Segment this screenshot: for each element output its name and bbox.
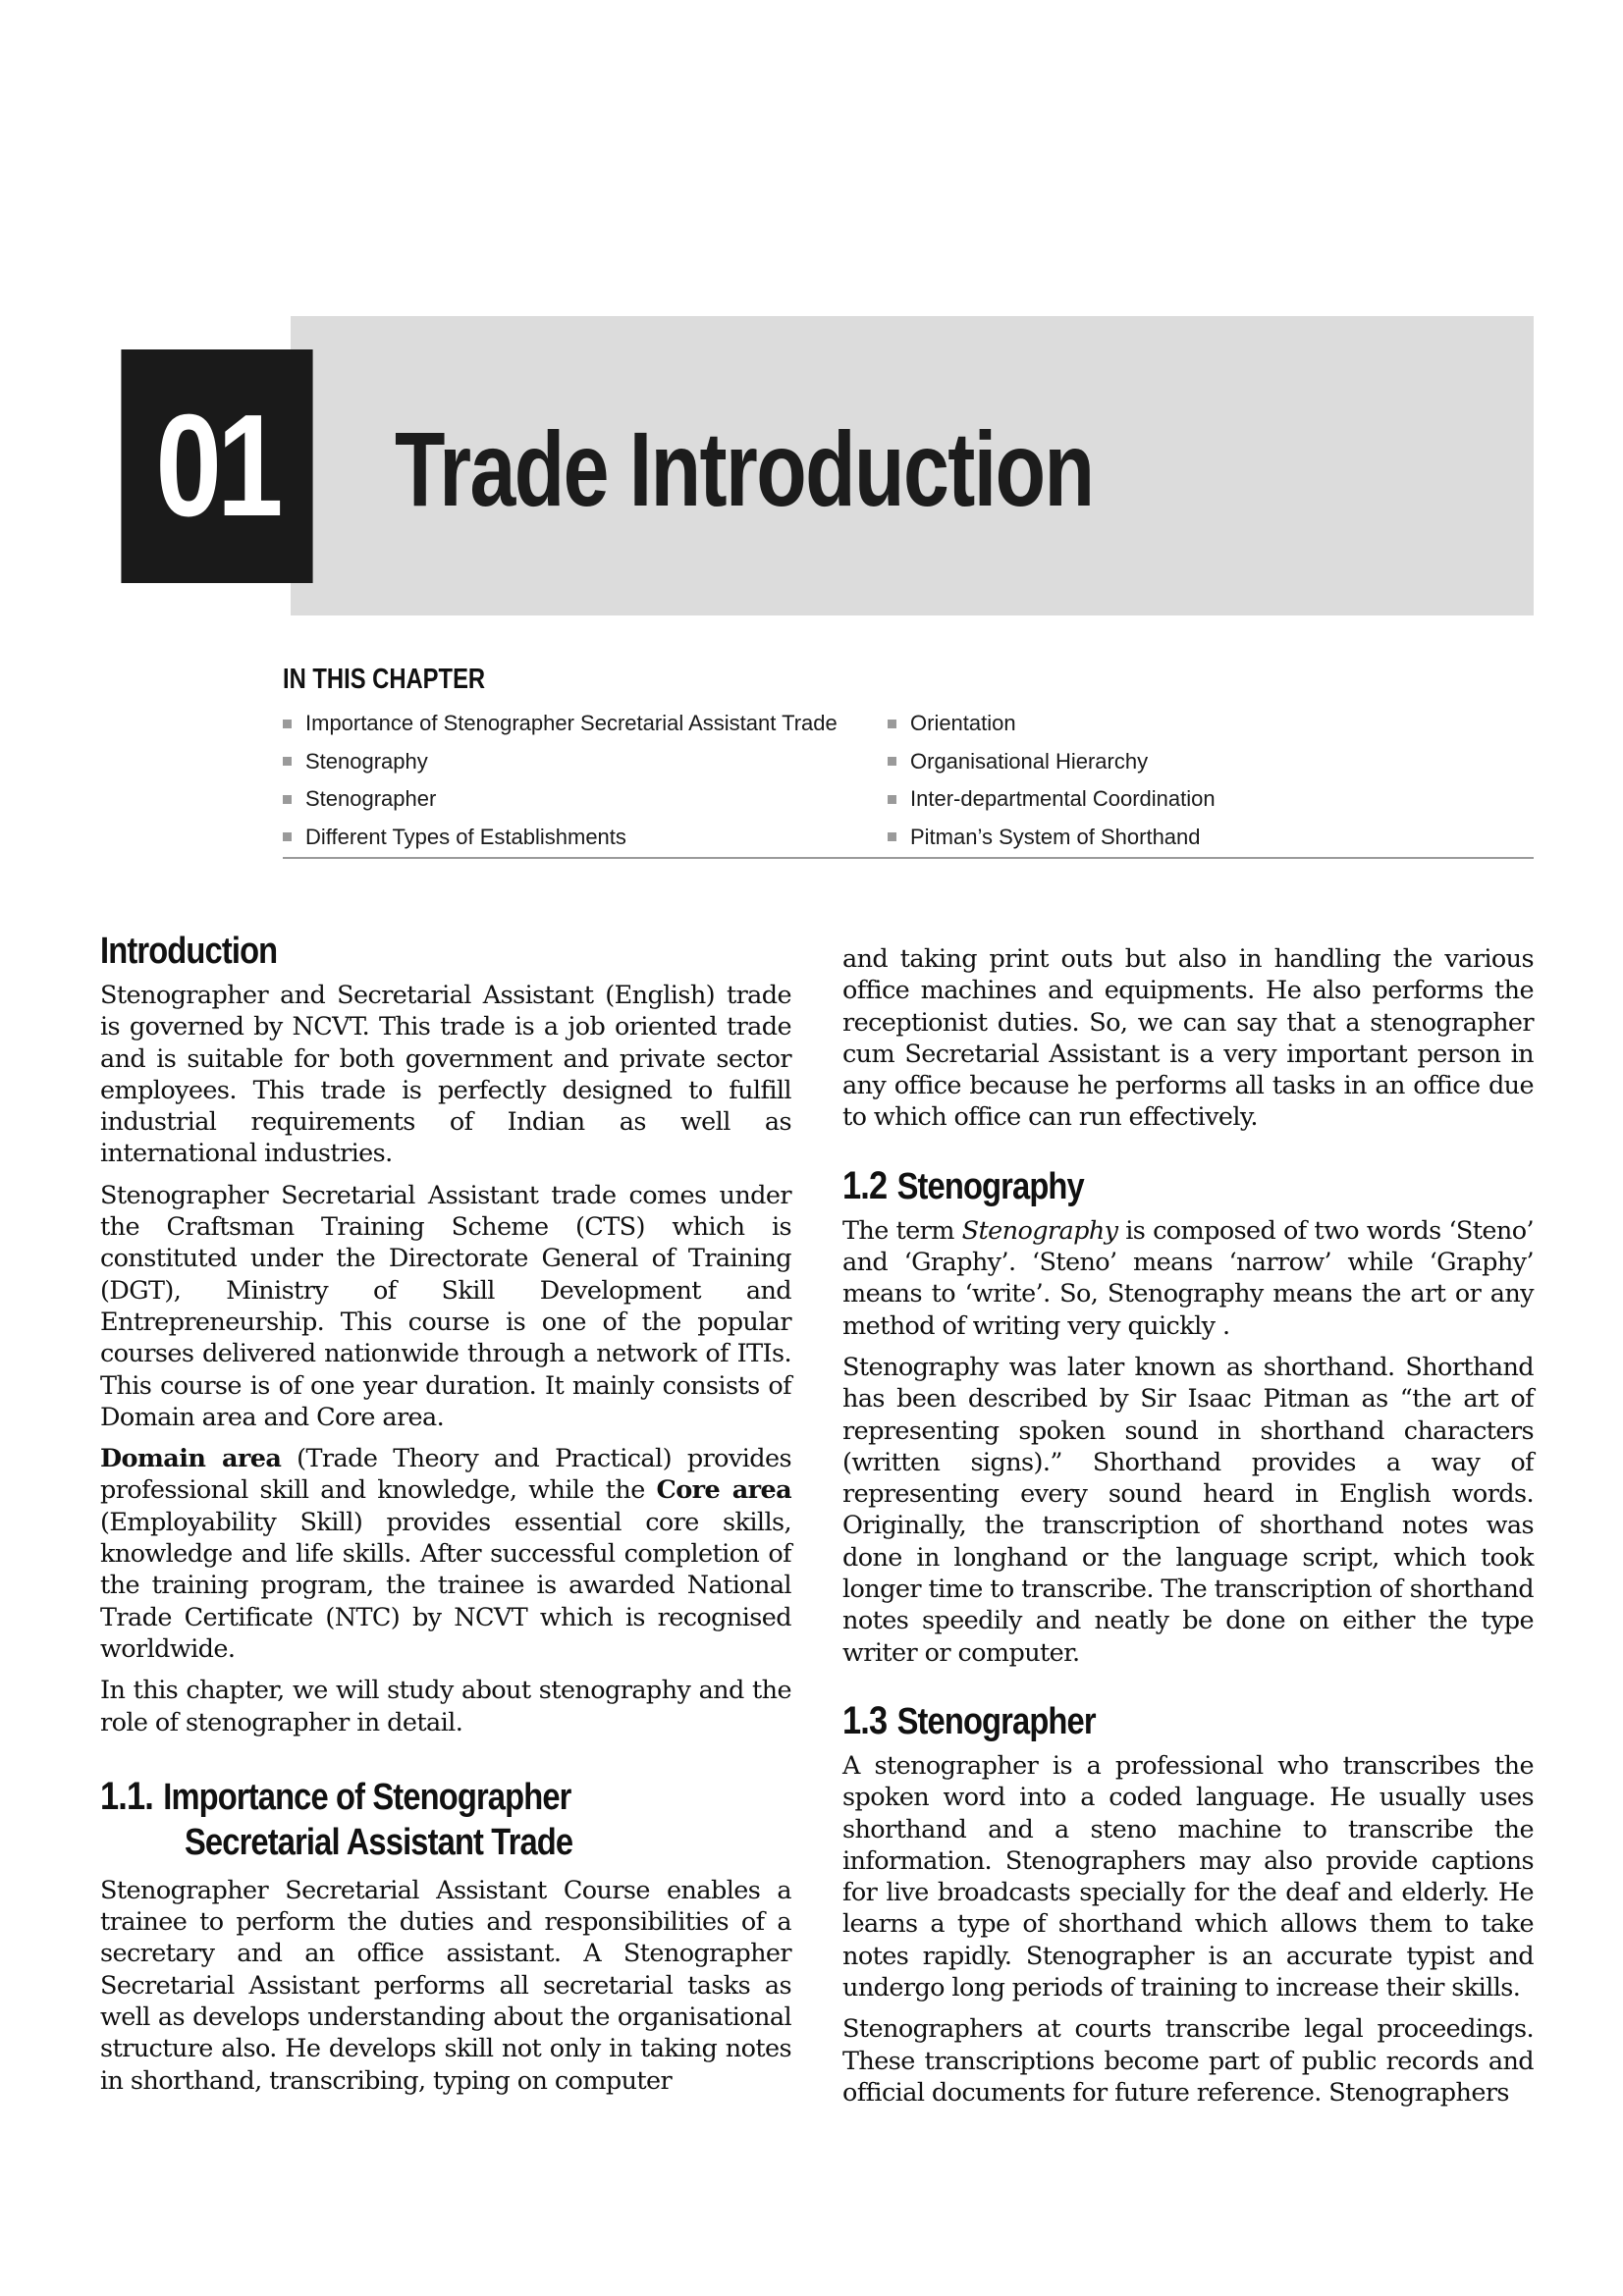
- toc-left-list: [283, 705, 838, 856]
- toc-item-label: Inter-departmental Coordination: [910, 786, 1216, 812]
- section-paragraph: [842, 1215, 1534, 1342]
- section-1-2-heading: [842, 1163, 1436, 1209]
- intro-heading: Introduction: [100, 931, 278, 972]
- toc-item: [283, 819, 838, 857]
- bold-term: Domain area: [100, 1444, 282, 1474]
- section-title-line2: Secretarial Assistant Trade: [185, 1821, 573, 1863]
- toc-heading: IN THIS CHAPTER: [283, 664, 486, 695]
- paragraph-text: The term: [842, 1215, 962, 1246]
- toc-item-label: Importance of Stenographer Secretarial Assistant Trade: [305, 711, 838, 736]
- toc-item-label: Pitman’s System of Shorthand: [910, 824, 1201, 849]
- section-heading-line: [100, 1774, 694, 1820]
- toc-item: [283, 780, 838, 819]
- section-1-3-heading: [842, 1698, 1436, 1744]
- bullet-icon: [283, 720, 292, 728]
- toc-item-label: Orientation: [910, 711, 1016, 736]
- bullet-icon: [888, 795, 896, 804]
- bullet-icon: [283, 757, 292, 766]
- toc-item: [888, 819, 1216, 857]
- toc-item: [888, 743, 1216, 781]
- section-number: 1.1.: [100, 1774, 153, 1818]
- toc-item: [283, 743, 838, 781]
- section-1-1-heading: [100, 1774, 791, 1865]
- toc-item: [888, 780, 1216, 819]
- toc-divider: [283, 857, 1534, 859]
- paragraph-text: (Employability Skill) provides essential core skills, knowledge and life skills. After successful completion of the training program, the trainee is awarded National Trade Certificate (NTC) by NCVT which is recognised worldwide.: [100, 1507, 791, 1664]
- italic-term: Stenography: [961, 1215, 1118, 1246]
- section-paragraph: and taking print outs but also in handling the various office machines and equipments. He also performs the receptionist duties. So, we can say that a stenographer cum Secretarial Assistant is a very important person in any office because he performs all tasks in an office due to which office can run effectively.: [842, 944, 1534, 1133]
- toc-item-label: Stenography: [305, 748, 428, 774]
- section-title: Importance of Stenographer: [163, 1776, 571, 1818]
- intro-paragraph: Stenographer and Secretarial Assistant (English) trade is governed by NCVT. This trade is a job oriented trade and is suitable for both government and private sector employees. This trade is perfectly designed to fulfill industrial requirements of Indian as well as international industries.: [100, 981, 791, 1169]
- paragraph-text: is composed of two words ‘Steno’ and ‘Graphy’. ‘Steno’ means ‘narrow’ while ‘Graphy’ means to ‘write’. So, Stenography means the art or any method of writing very quickly .: [842, 1215, 1535, 1341]
- section-title: Stenography: [896, 1165, 1084, 1207]
- section-number: 1.2: [842, 1163, 888, 1207]
- left-column: [100, 929, 791, 2107]
- toc-right-list: [888, 705, 1216, 856]
- bullet-icon: [888, 720, 896, 728]
- chapter-title: Trade Introduction: [395, 409, 1094, 528]
- toc-item: [283, 705, 838, 743]
- intro-paragraph: In this chapter, we will study about stenography and the role of stenographer in detail.: [100, 1676, 791, 1737]
- section-paragraph: A stenographer is a professional who transcribes the spoken word into a coded language. He usually uses shorthand and a steno machine to transcribe the information. Stenographers may also provide captions for live broadcasts specially for the deaf and elderly. He learns a type of shorthand which allows them to take notes rapidly. Stenographer is an accurate typist and undergo long periods of training to increase their skills.: [842, 1750, 1534, 2003]
- toc-item-label: Different Types of Establishments: [305, 824, 626, 849]
- bullet-icon: [283, 832, 292, 841]
- paragraph-text: (Trade Theory and Practical) provides professional skill and knowledge, while the: [100, 1444, 791, 1506]
- bullet-icon: [888, 832, 896, 841]
- bullet-icon: [888, 757, 896, 766]
- chapter-number: 01: [121, 349, 312, 583]
- section-paragraph: Stenographer Secretarial Assistant Course enables a trainee to perform the duties and responsibilities of a secretary and an office assistant. A Stenographer Secretarial Assistant performs all secretarial tasks as well as develops understanding about the organisational structure also. He develops skill not only in taking notes in shorthand, transcribing, typing on computer: [100, 1875, 791, 2096]
- intro-paragraph: Stenographer Secretarial Assistant trade comes under the Craftsman Training Scheme (CTS) which is constituted under the Directorate General of Training (DGT), Ministry of Skill Development and Entrepreneurship. This course is one of the popular courses delivered nationwide through a network of ITIs. This course is of one year duration. It mainly consists of Domain area and Core area.: [100, 1180, 791, 1432]
- section-title: Stenographer: [896, 1700, 1096, 1742]
- right-column: [842, 943, 1534, 2118]
- section-number: 1.3: [842, 1698, 888, 1742]
- toc-item-label: Stenographer: [305, 786, 437, 812]
- toc-item-label: Organisational Hierarchy: [910, 748, 1149, 774]
- section-paragraph: Stenography was later known as shorthand. Shorthand has been described by Sir Isaac Pitman as “the art of representing spoken sound in shorthand characters (written signs).” Shorthand provides a way of representing every sound heard in English words. Originally, the transcription of shorthand notes was done in longhand or the language script, which took longer time to transcribe. The transcription of shorthand notes speedily and neatly be done on either the type writer or computer.: [842, 1352, 1534, 1668]
- bold-term: Core area: [656, 1475, 791, 1506]
- toc-item: [888, 705, 1216, 743]
- section-paragraph: Stenographers at courts transcribe legal proceedings. These transcriptions become part of public records and official documents for future reference. Stenographers: [842, 2014, 1534, 2108]
- intro-paragraph: [100, 1443, 791, 1665]
- bullet-icon: [283, 795, 292, 804]
